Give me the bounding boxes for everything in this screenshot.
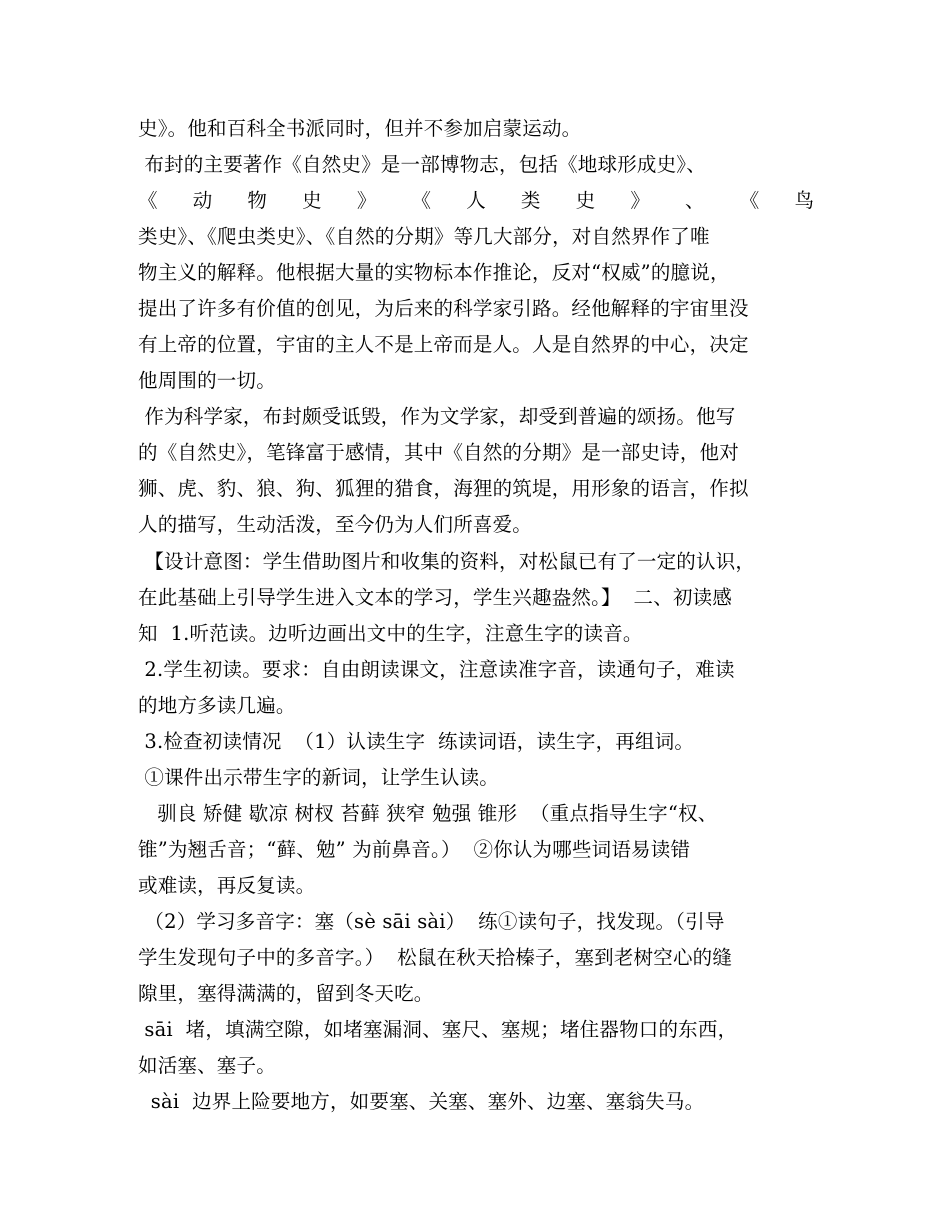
text-line: 驯良 矫健 歇凉 树杈 苔藓 狭窄 勉强 锥形 （重点指导生字“权、 <box>138 802 718 825</box>
text-line: 狮、虎、豹、狼、狗、狐狸的猎食，海狸的筑堤，用形象的语言，作拟 <box>138 477 749 500</box>
spread-char: 人 <box>466 189 486 212</box>
text-line: 如活塞、塞子。 <box>138 1054 276 1077</box>
text-line: 他周围的一切。 <box>138 369 276 392</box>
spread-char: 《 <box>138 189 158 212</box>
spread-char: 《 <box>739 189 760 212</box>
text-line: 隙里，塞得满满的，留到冬天吃。 <box>138 982 434 1005</box>
text-line: 有上帝的位置，宇宙的主人不是上帝而是人。人是自然界的中心，决定 <box>138 333 749 356</box>
spread-char: 史 <box>575 189 596 212</box>
text-line: 3.检查初读情况 （1）认读生字 练读词语，读生字，再组词。 <box>138 730 695 753</box>
text-line: 的地方多读几遍。 <box>138 694 296 717</box>
spread-char: 鸟 <box>794 189 814 212</box>
text-line: 人的描写，生动活泼，至今仍为人们所喜爱。 <box>138 513 533 536</box>
spread-char: 物 <box>247 189 267 212</box>
text-line: 类史》、《爬虫类史》、《自然的分期》等几大部分，对自然界作了唯 <box>138 225 710 248</box>
text-line: 在此基础上引导学生进入文本的学习，学生兴趣盎然。】 二、初读感 <box>138 586 733 609</box>
text-line: 布封的主要著作《自然史》是一部博物志，包括《地球形成史》、 <box>138 153 706 176</box>
text-line: 学生发现句子中的多音字。） 松鼠在秋天拾榛子，塞到老树空心的缝 <box>138 946 733 969</box>
spread-text-line <box>138 189 814 213</box>
spread-char: 、 <box>685 189 705 212</box>
text-line: 的《自然史》，笔锋富于感情，其中《自然的分期》是一部史诗，他对 <box>138 441 739 464</box>
spread-char: 类 <box>520 189 541 212</box>
text-line: ①课件出示带生字的新词，让学生认读。 <box>138 766 499 789</box>
text-line: 物主义的解释。他根据大量的实物标本作推论，反对“权威”的臆说， <box>138 261 730 284</box>
text-line: 2.学生初读。要求：自由朗读课文，注意读准字音，读通句子，难读 <box>138 658 735 681</box>
text-line: 或难读，再反复读。 <box>138 874 316 897</box>
spread-char: 》 <box>356 189 377 212</box>
text-line: 锥”为翘舌音；“藓、勉” 为前鼻音。） ②你认为哪些词语易读错 <box>138 838 691 861</box>
text-line: 史》。他和百科全书派同时，但并不参加启蒙运动。 <box>138 117 582 140</box>
text-line: 提出了许多有价值的创见，为后来的科学家引路。经他解释的宇宙里没 <box>138 297 749 320</box>
spread-char: 史 <box>302 189 322 212</box>
text-line: （2）学习多音字：塞（sè sāi sài） 练①读句子，找发现。（引导 <box>138 910 725 933</box>
text-line: 【设计意图：学生借助图片和收集的资料，对松鼠已有了一定的认识， <box>138 550 756 573</box>
text-line: 作为科学家，布封颇受诋毁，作为文学家，却受到普遍的颂扬。他写 <box>138 405 736 428</box>
text-line: 知 1.听范读。边听边画出文中的生字，注意生字的读音。 <box>138 622 643 645</box>
spread-char: 》 <box>630 189 650 212</box>
text-line: sài 边界上险要地方，如要塞、关塞、塞外、边塞、塞翁失马。 <box>138 1090 705 1113</box>
text-line: sāi 堵，填满空隙，如堵塞漏洞、塞尺、塞规；堵住器物口的东西， <box>138 1018 738 1041</box>
spread-char: 《 <box>411 189 432 212</box>
spread-char: 动 <box>192 189 213 212</box>
